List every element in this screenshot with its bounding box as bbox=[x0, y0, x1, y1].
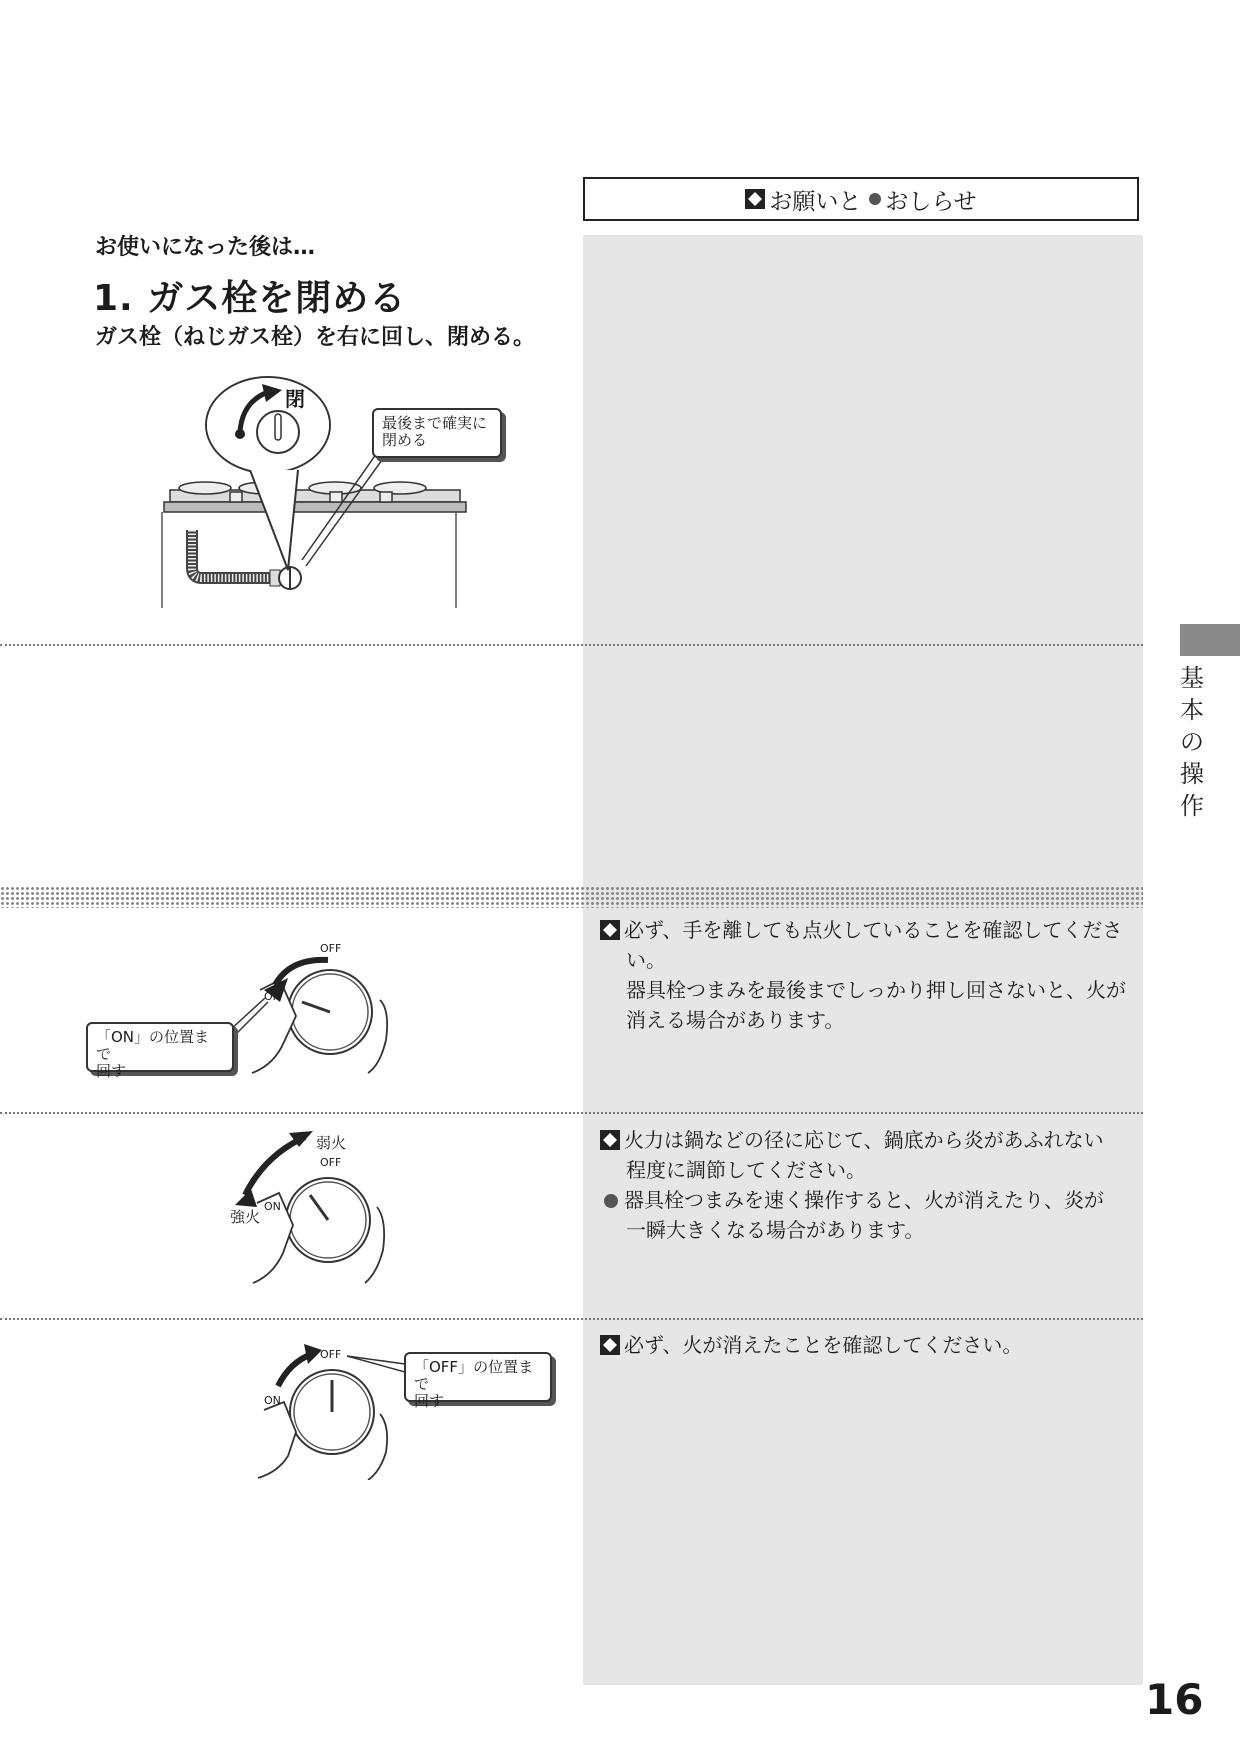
request-label: お願いと bbox=[769, 188, 862, 215]
section3-off-label: OFF bbox=[320, 942, 342, 955]
section1-small-heading: お使いになった後は… bbox=[95, 235, 316, 260]
knob-adjust-illustration bbox=[225, 1125, 405, 1285]
side-tab-label bbox=[1178, 662, 1206, 822]
divider-2 bbox=[0, 886, 1143, 908]
side-tab-char: 本 bbox=[1180, 696, 1204, 724]
close-label: 閉 bbox=[285, 387, 305, 411]
page-number: 16 bbox=[1145, 1675, 1204, 1724]
section4-off-label: OFF bbox=[320, 1156, 342, 1169]
info-dot-icon bbox=[869, 193, 881, 205]
weak-label: 弱火 bbox=[316, 1134, 347, 1152]
section1-callout bbox=[372, 408, 502, 458]
section3-callout bbox=[86, 1022, 234, 1080]
section1-callout-line1: 最後まで確実に bbox=[382, 414, 488, 432]
gas-valve-illustration bbox=[150, 370, 510, 610]
section5-callout bbox=[404, 1352, 552, 1410]
section3-callout-line1: 「ON」の位置まで bbox=[96, 1028, 210, 1063]
section3-note-line1: 必ず、手を離しても点火していることを確認してくださ bbox=[624, 918, 1123, 942]
section3-note bbox=[600, 915, 1126, 1035]
side-tab-char: 基 bbox=[1180, 664, 1204, 692]
divider-3 bbox=[0, 1112, 1143, 1114]
section5-callout-line1: 「OFF」の位置まで bbox=[414, 1358, 534, 1393]
side-tab-char: 操 bbox=[1180, 760, 1204, 788]
section4-note-line4: 一瞬大きくなる場合があります。 bbox=[626, 1218, 925, 1242]
request-diamond-icon bbox=[745, 189, 765, 209]
info-label: おしらせ bbox=[885, 188, 977, 215]
section1-callout-line2: 閉める bbox=[382, 431, 428, 449]
side-tab-char: の bbox=[1180, 728, 1204, 756]
section5-on-label: ON bbox=[264, 1394, 281, 1407]
section5-note-line1: 必ず、火が消えたことを確認してください。 bbox=[624, 1333, 1023, 1357]
section4-on-label: ON bbox=[264, 1200, 281, 1213]
section4-note bbox=[600, 1125, 1104, 1245]
strong-label: 強火 bbox=[230, 1208, 261, 1226]
section5-note bbox=[600, 1330, 1022, 1360]
section4-note-line3: 器具栓つまみを速く操作すると、火が消えたり、炎が bbox=[624, 1188, 1104, 1212]
section5-off-label: OFF bbox=[320, 1348, 342, 1361]
section3-note-line3: 器具栓つまみを最後までしっかり押し回さないと、火が bbox=[626, 978, 1126, 1002]
request-diamond-icon bbox=[600, 1335, 620, 1355]
notes-header bbox=[583, 177, 1139, 221]
section3-note-line2: い。 bbox=[626, 948, 666, 972]
divider-4 bbox=[0, 1318, 1143, 1320]
side-tab bbox=[1180, 624, 1240, 656]
info-dot-icon bbox=[604, 1194, 618, 1208]
section3-note-line4: 消える場合があります。 bbox=[626, 1008, 845, 1032]
section1-subtitle: ガス栓（ねじガス栓）を右に回し、閉める。 bbox=[95, 325, 536, 350]
side-tab-char: 作 bbox=[1180, 792, 1204, 820]
section5-callout-pointer bbox=[345, 1350, 405, 1380]
section4-note-line1: 火力は鍋などの径に応じて、鍋底から炎があふれない bbox=[624, 1128, 1104, 1152]
request-diamond-icon bbox=[600, 920, 620, 940]
page-title: 1. ガス栓を閉める bbox=[93, 278, 407, 319]
section4-note-line2: 程度に調節してください。 bbox=[626, 1158, 866, 1182]
request-diamond-icon bbox=[600, 1130, 620, 1150]
divider-1 bbox=[0, 644, 1143, 646]
section3-callout-line2: 回す bbox=[96, 1062, 127, 1080]
section5-callout-line2: 回す bbox=[414, 1392, 445, 1410]
section3-on-label: ON bbox=[264, 990, 281, 1003]
